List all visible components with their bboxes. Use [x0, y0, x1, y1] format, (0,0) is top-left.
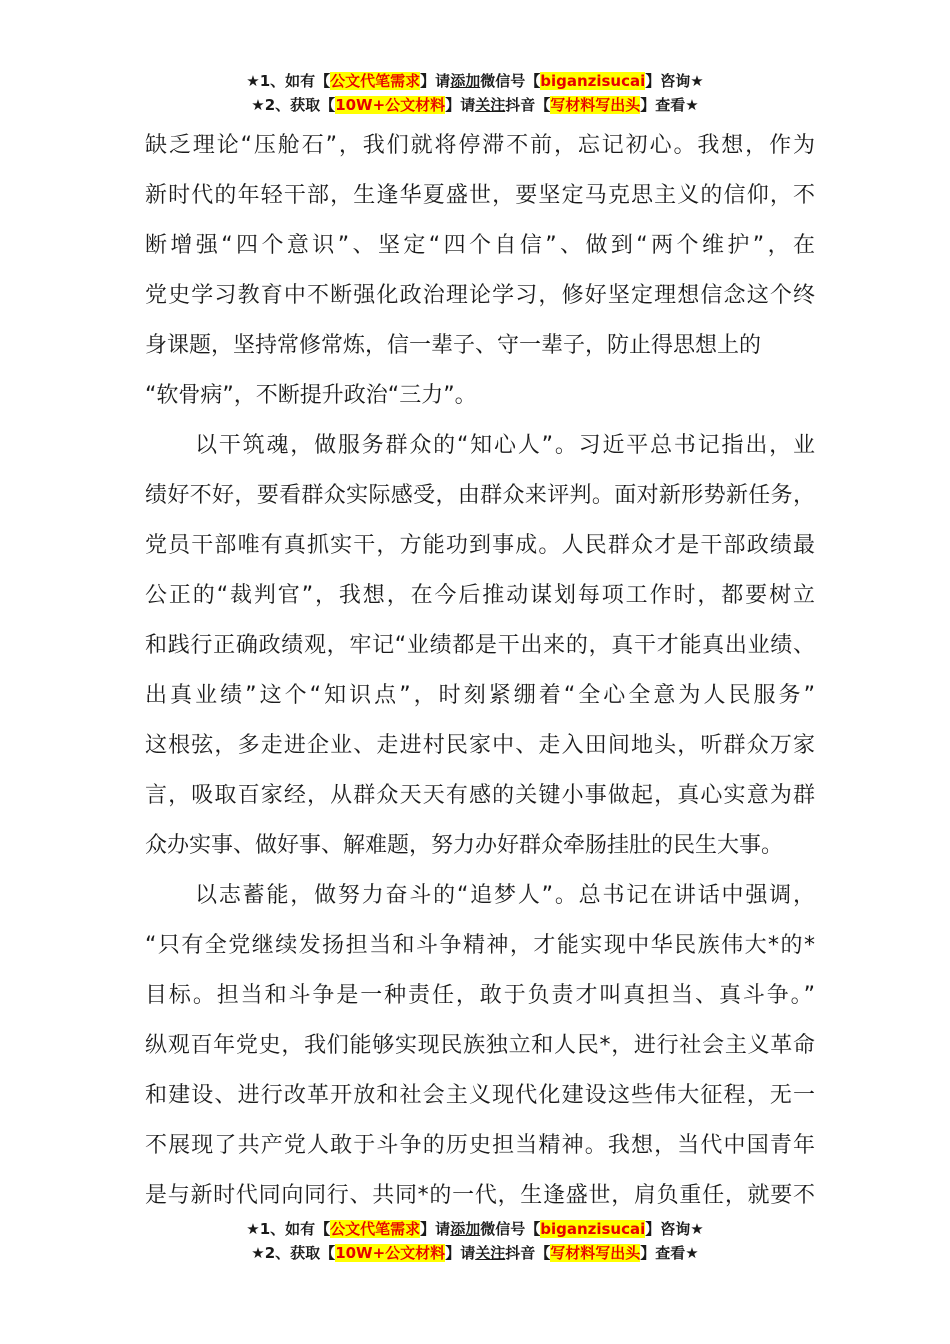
banner-underlined: 关注	[475, 1244, 506, 1262]
banner-text: 】请	[445, 1244, 476, 1262]
banner-text: 】咨询★	[645, 72, 704, 90]
footer-banner	[0, 1217, 950, 1265]
body-line: 新时代的年轻干部，生逢华夏盛世，要坚定马克思主义的信仰，不	[145, 183, 815, 208]
banner-text: 抖音【	[505, 96, 551, 114]
body-line: 出真业绩”这个“知识点”，时刻紧绷着“全心全意为人民服务”	[145, 683, 815, 708]
body-line: 这根弦，多走进企业、走进村民家中、走入田间地头，听群众万家	[145, 733, 815, 758]
banner-underlined: 添加	[450, 72, 481, 90]
banner-highlight: 写材料写出头	[550, 1244, 641, 1262]
body-line: “软骨病”，不断提升政治“三力”。	[145, 383, 477, 408]
banner-text: 】查看★	[640, 1244, 699, 1262]
body-line: 党员干部唯有真抓实干，方能功到事成。人民群众才是干部政绩最	[145, 533, 815, 558]
header-banner	[0, 69, 950, 117]
banner-underlined: 添加	[450, 1220, 481, 1238]
banner-text: 】咨询★	[645, 1220, 704, 1238]
body-line: 党史学习教育中不断强化政治理论学习，修好坚定理想信念这个终	[145, 283, 815, 308]
banner-highlight: biganzisucai	[540, 72, 646, 90]
banner-text: ★1、如有【	[246, 1220, 331, 1238]
body-line: 身课题，坚持常修常炼，信一辈子、守一辈子，防止得思想上的	[145, 333, 762, 358]
banner-highlight: 10W+公文材料	[335, 1244, 446, 1262]
banner-underlined: 关注	[475, 96, 506, 114]
banner-text: 】查看★	[640, 96, 699, 114]
paragraph-start-line: 以干筑魂，做服务群众的“知心人”。习近平总书记指出，业	[195, 433, 815, 458]
body-line: 是与新时代同向同行、共同*的一代，生逢盛世，肩负重任，就要不	[145, 1183, 815, 1208]
body-line: 和践行正确政绩观，牢记“业绩都是干出来的，真干才能真出业绩、	[145, 633, 815, 658]
banner-highlight: 公文代笔需求	[330, 1220, 421, 1238]
body-line: 公正的“裁判官”，我想，在今后推动谋划每项工作时，都要树立	[145, 583, 815, 608]
banner-highlight: 10W+公文材料	[335, 96, 446, 114]
banner-text: 抖音【	[505, 1244, 551, 1262]
body-line: 众办实事、做好事、解难题，努力办好群众牵肠挂肚的民生大事。	[145, 833, 784, 858]
banner-text: ★2、获取【	[251, 1244, 336, 1262]
body-line: 绩好不好，要看群众实际感受，由群众来评判。面对新形势新任务，	[145, 483, 815, 508]
banner-line-2	[0, 1241, 950, 1265]
banner-text: 】请	[445, 96, 476, 114]
body-line: 纵观百年党史，我们能够实现民族独立和人民*，进行社会主义革命	[145, 1033, 815, 1058]
body-line: “只有全党继续发扬担当和斗争精神，才能实现中华民族伟大*的*	[145, 933, 815, 958]
banner-text: ★2、获取【	[251, 96, 336, 114]
banner-highlight: 写材料写出头	[550, 96, 641, 114]
banner-text: 微信号【	[480, 1220, 541, 1238]
body-line: 和建设、进行改革开放和社会主义现代化建设这些伟大征程，无一	[145, 1083, 815, 1108]
body-line: 断增强“四个意识”、坚定“四个自信”、做到“两个维护”，在	[145, 233, 815, 258]
banner-line-1	[0, 1217, 950, 1241]
body-line: 不展现了共产党人敢于斗争的历史担当精神。我想，当代中国青年	[145, 1133, 815, 1158]
banner-text: ★1、如有【	[246, 72, 331, 90]
banner-line-2	[0, 93, 950, 117]
banner-highlight: 公文代笔需求	[330, 72, 421, 90]
document-body	[145, 121, 815, 1221]
banner-highlight: biganzisucai	[540, 1220, 646, 1238]
body-line: 言，吸取百家经，从群众天天有感的关键小事做起，真心实意为群	[145, 783, 815, 808]
body-line: 缺乏理论“压舱石”，我们就将停滞不前，忘记初心。我想，作为	[145, 133, 815, 158]
banner-text: 】请	[420, 1220, 451, 1238]
body-line: 目标。担当和斗争是一种责任，敢于负责才叫真担当、真斗争。”	[145, 983, 815, 1008]
paragraph-start-line: 以志蓄能，做努力奋斗的“追梦人”。总书记在讲话中强调，	[195, 883, 815, 908]
banner-text: 】请	[420, 72, 451, 90]
banner-line-1	[0, 69, 950, 93]
banner-text: 微信号【	[480, 72, 541, 90]
